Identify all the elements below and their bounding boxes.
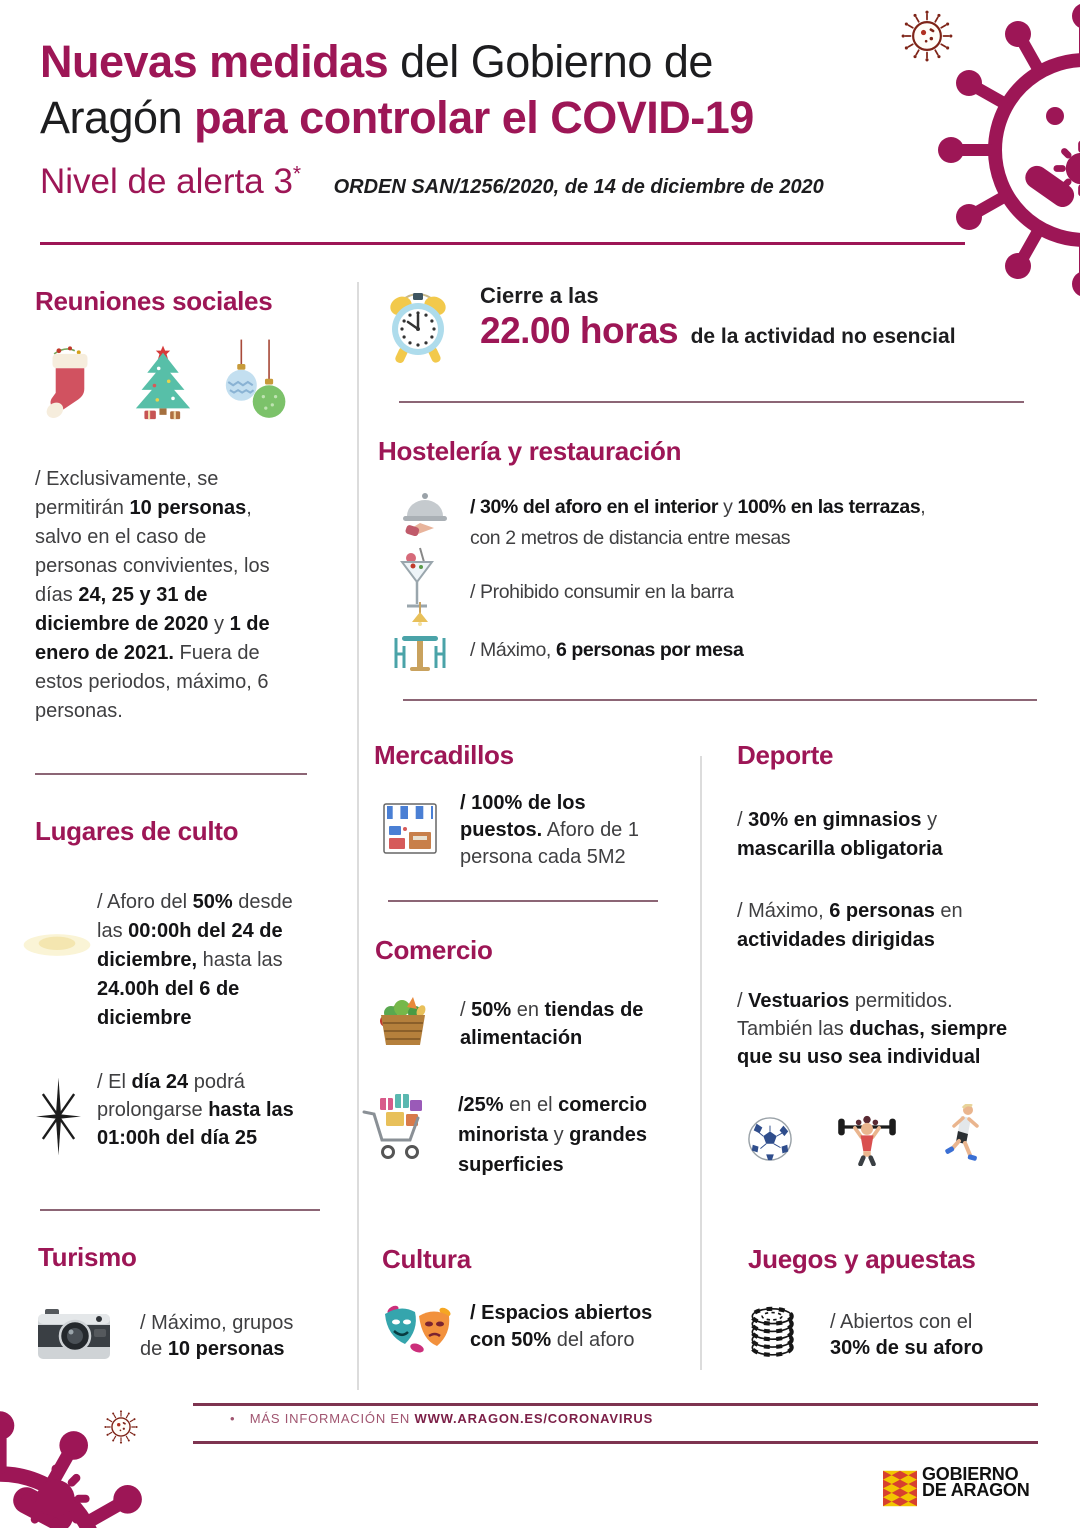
divider-hosteleria xyxy=(403,699,1037,701)
shopping-cart-icon xyxy=(362,1090,428,1162)
poker-chips-icon xyxy=(749,1301,795,1361)
comercio-item-1: / 50% en tiendas de alimentación xyxy=(460,999,644,1049)
header-divider xyxy=(40,242,965,245)
curfew-time: 22.00 horas xyxy=(480,310,679,351)
curfew-block xyxy=(480,283,956,352)
virus-icon xyxy=(935,0,1080,300)
alarm-clock-icon xyxy=(387,287,449,365)
footer-info xyxy=(230,1411,653,1426)
section-title-deporte: Deporte xyxy=(737,740,834,770)
culto-item-2: / El día 24 podrá prolongarse hasta las 01:00h del día 25 xyxy=(97,1071,294,1149)
juegos-item-1: / Abiertos con el 30% de su aforo xyxy=(830,1311,984,1359)
star-icon xyxy=(32,1070,85,1163)
divider-mercadillos xyxy=(388,900,658,902)
hosteleria-item-3: / Máximo, 6 personas por mesa xyxy=(470,639,744,661)
turismo-item-1: / Máximo, grupos de 10 personas xyxy=(140,1312,294,1360)
deporte-item-2: / Máximo, 6 personas en actividades dirigidas xyxy=(737,900,963,951)
logo-line-2: DE ARAGON xyxy=(922,1480,1030,1500)
candle-icon xyxy=(22,928,92,962)
deporte-item-1: / 30% en gimnasios y mascarilla obligatoria xyxy=(737,809,943,860)
footer-line-bottom xyxy=(193,1441,1038,1444)
market-stall-icon xyxy=(383,800,437,854)
divider-reuniones xyxy=(35,773,307,775)
runner-icon xyxy=(941,1104,981,1166)
divider-curfew xyxy=(399,401,1024,403)
food-basket-icon xyxy=(377,991,429,1047)
table-chairs-icon xyxy=(392,602,448,678)
logo-line-1: GOBIERNO xyxy=(922,1464,1019,1484)
weightlifting-icon xyxy=(836,1114,898,1166)
curfew-scope: de la actividad no esencial xyxy=(690,325,956,348)
deporte-item-3: / Vestuarios permitidos. También las duchas, siempre que su uso sea individual xyxy=(737,990,1008,1068)
section-title-mercadillos: Mercadillos xyxy=(374,740,514,770)
alert-level: Nivel de alerta 3* xyxy=(40,162,302,201)
section-title-hosteleria: Hostelería y restauración xyxy=(378,436,682,466)
info-url[interactable]: WWW.ARAGON.ES/CORONAVIRUS xyxy=(414,1411,654,1426)
section-title-juegos: Juegos y apuestas xyxy=(748,1244,976,1274)
reuniones-body: / Exclusivamente, se permitirán 10 personas, salvo en el caso de personas convivientes, los días 24, 25 y 31 de diciembre de 2020 y 1 de enero de 2021. Fuera de estos periodos, máximo, 6 personas. xyxy=(35,468,270,722)
section-title-turismo: Turismo xyxy=(38,1242,137,1272)
comercio-item-2: /25% en el comercio minorista y grandes superficies xyxy=(458,1094,648,1176)
footer-info-prefix: MÁS INFORMACIÓN EN xyxy=(249,1411,415,1426)
theater-masks-icon xyxy=(381,1298,455,1354)
hosteleria-item-1: / 30% del aforo en el interior y 100% en las terrazas, con 2 metros de distancia entre mesas xyxy=(470,496,926,549)
column-divider-right xyxy=(700,756,702,1370)
virus-icon xyxy=(0,1408,165,1528)
culto-item-1: / Aforo del 50% desde las 00:00h del 24 de diciembre, hasta las 24.00h del 6 de diciembre xyxy=(97,891,293,1029)
hosteleria-item-2: / Prohibido consumir en la barra xyxy=(470,581,734,603)
christmas-tree-icon xyxy=(133,333,193,431)
alert-asterisk: * xyxy=(292,162,302,186)
footer-bullet: • xyxy=(230,1411,236,1426)
divider-culto xyxy=(40,1209,320,1211)
order-reference: ORDEN SAN/1256/2020, de 14 de diciembre de 2020 xyxy=(333,176,824,198)
soccer-ball-icon xyxy=(747,1116,793,1162)
aragon-flag-icon xyxy=(883,1465,917,1512)
footer-line-top xyxy=(193,1403,1038,1406)
mercadillos-item-1: / 100% de los puestos. Aforo de 1 persona cada 5M2 xyxy=(460,792,639,868)
serving-dish-icon xyxy=(402,488,448,536)
cultura-item-1: / Espacios abiertos con 50% del aforo xyxy=(470,1302,653,1351)
curfew-intro: Cierre a las xyxy=(480,283,599,308)
section-title-cultura: Cultura xyxy=(382,1244,471,1274)
section-title-comercio: Comercio xyxy=(375,935,493,965)
column-divider-left xyxy=(357,282,359,1390)
christmas-stocking-icon xyxy=(43,335,97,430)
alert-level-row xyxy=(40,162,824,202)
page-title: Nuevas medidas del Gobierno de Aragón para controlar el COVID-19 xyxy=(40,36,754,143)
baubles-icon xyxy=(225,337,287,427)
camera-icon xyxy=(37,1308,111,1360)
government-logo-text xyxy=(922,1466,1030,1498)
section-title-culto: Lugares de culto xyxy=(35,816,239,846)
section-title-reuniones: Reuniones sociales xyxy=(35,286,273,316)
